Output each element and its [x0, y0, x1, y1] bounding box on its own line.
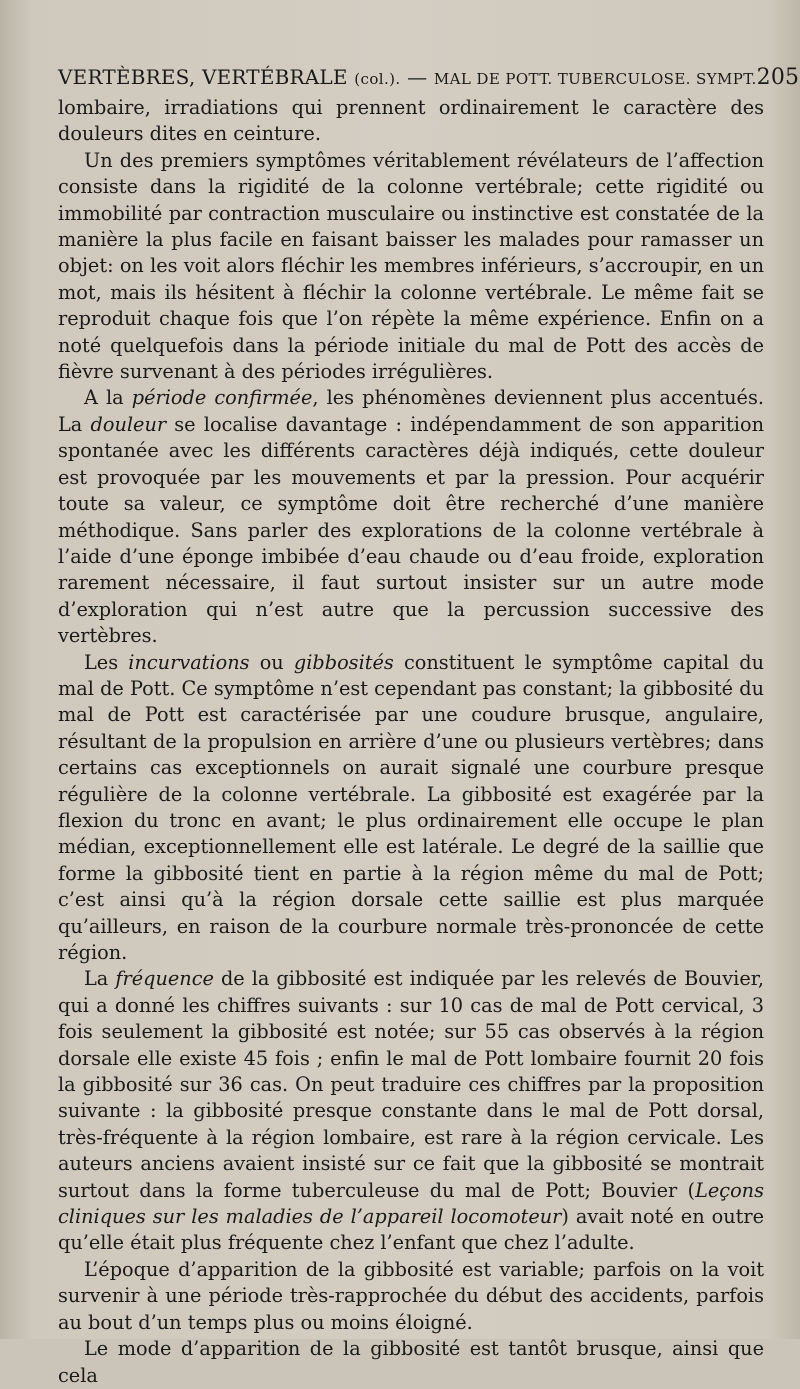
text-run: Les — [84, 650, 129, 674]
text-run: constituent le symptôme capital du mal de Pott. Ce symptôme n’est cependant pas constant; la gibbosité du mal de Pott est caractérisée par une coudure brusque, angulaire, résultant de la propulsion en arrière d’une ou plusieurs vertèbres; dans certains cas exceptionnels on aurait signalé une courbure presque régulière de la colonne vertébrale. La gibbosité est exagérée par la flexion du tronc en avant; le plus ordinairement elle occupe le plan médian, exceptionnellement elle est latérale. Le degré de la saillie que forme la gibbosité tient en partie à la région même du mal de Pott; c’est ainsi qu’à la région dorsale cette saillie est plus marquée qu’ailleurs, en raison de la courbure normale très-prononcée de cette région. — [58, 650, 764, 964]
running-title — [58, 63, 757, 93]
italic-text: douleur — [90, 412, 167, 436]
running-title-dash: — — [407, 65, 428, 89]
paragraph — [58, 385, 764, 649]
body-text — [58, 95, 764, 1389]
running-title-col: (col.). — [354, 70, 401, 88]
text-run: A la — [84, 386, 132, 410]
italic-text: gibbosités — [293, 650, 394, 674]
text-run: lombaire, irradiations qui prennent ordinairement le caractère des douleurs dites en ceinture. — [58, 96, 764, 146]
paragraph — [58, 966, 764, 1256]
text-run: ou — [249, 650, 294, 674]
text-run: de la gibbosité est indiquée par les relevés de Bouvier, qui a donné les chiffres suivants : sur 10 cas de mal de Pott cervical, 3 fois seulement la gibbosité est notée; sur 55 cas observés à la région dorsale elle existe 45 fois ; enfin le mal de Pott lombaire fournit 20 fois la gibbosité sur 36 cas. On peut traduire ces chiffres par la proposition suivante : la gibbosité presque constante dans le mal de Pott dorsal, très-fréquente à la région lombaire, est rare à la région cervicale. Les auteurs anciens avaient insisté sur ce fait que la gibbosité se montrait surtout dans la forme tuberculeuse du mal de Pott; Bouvier ( — [58, 967, 764, 1202]
text-run: se localise davantage : indépendamment de son apparition spontanée avec les différents caractères déjà indiqués, cette douleur est provoquée par les mouvements et par la pression. Pour acquérir toute sa valeur, ce symptôme doit être recherché d’une manière méthodique. Sans parler des explorations de la colonne vertébrale à l’aide d’une éponge imbibée d’eau chaude ou d’eau froide, exploration rarement nécessaire, il faut surtout insister sur un autre mode d’exploration qui n’est autre que la percussion successive des vertèbres. — [58, 412, 764, 648]
page-number: 205 — [756, 65, 800, 90]
paragraph — [58, 148, 764, 386]
running-title-topic: MAL DE POTT. TUBERCULOSE. SYMPT. — [433, 70, 757, 88]
text-run: ) avait noté en outre qu’elle était plus fréquente chez l’enfant que chez l’adulte. — [58, 1205, 764, 1255]
paragraph — [58, 1336, 764, 1389]
italic-text: Leçons cliniques sur les maladies de l’appareil locomoteur — [58, 1178, 764, 1229]
paragraph — [58, 650, 764, 967]
italic-text: période confirmée — [131, 386, 313, 410]
text-run: L’époque d’apparition de la gibbosité est variable; parfois on la voit survenir à une période très-rapprochée du début des accidents, parfois au bout d’un temps plus ou moins éloigné. — [58, 1257, 764, 1334]
text-run: La — [84, 967, 116, 991]
text-run: Un des premiers symptômes véritablement révélateurs de l’affection consiste dans la rigidité de la colonne vertébrale; cette rigidité ou immobilité par contraction musculaire ou instinctive est constatée de la manière la plus facile en faisant baisser les malades pour ramasser un objet: on les voit alors fléchir les membres inférieurs, s’accroupir, en un mot, mais ils hésitent à fléchir la colonne vertébrale. Le même fait se reproduit chaque fois que l’on répète la même expérience. Enfin on a noté quelquefois dans la période initiale du mal de Pott des accès de fièvre survenant à des périodes irrégulières. — [58, 148, 764, 384]
text-run: Le mode d’apparition de la gibbosité est tantôt brusque, ainsi que cela — [58, 1337, 764, 1387]
italic-text: fréquence — [115, 967, 214, 991]
italic-text: incurvations — [128, 650, 250, 674]
running-header — [58, 63, 800, 93]
running-title-main: VERTÈBRES, VERTÉBRALE — [58, 65, 348, 89]
paragraph — [58, 95, 764, 148]
paragraph — [58, 1257, 764, 1336]
text-run: , les phénomènes deviennent plus accentués. La — [58, 386, 764, 436]
